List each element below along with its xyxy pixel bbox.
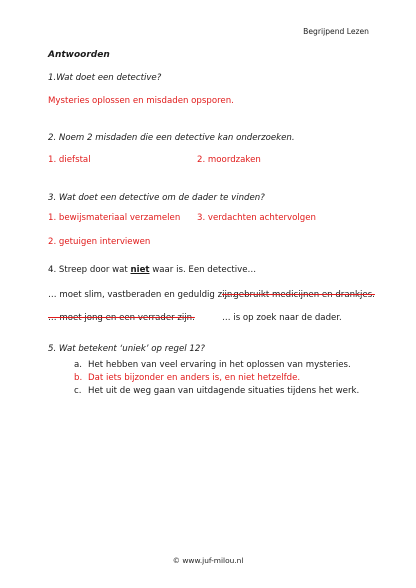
option-letter: b. xyxy=(74,373,83,383)
question-4 xyxy=(48,265,256,275)
question-2: 2. Noem 2 misdaden die een detective kan onderzoeken. xyxy=(48,133,295,143)
answer-2-2: 2. moordzaken xyxy=(197,155,261,165)
question-3: 3. Wat doet een detective om de dader te vinden? xyxy=(48,193,265,203)
option-b-correct xyxy=(74,373,300,383)
option-text: Dat iets bijzonder en anders is, en niet hetzelfde. xyxy=(88,373,301,383)
question-4-post: waar is. Een detective… xyxy=(149,265,257,275)
page-footer: © www.juf-milou.nl xyxy=(172,556,244,565)
page-header: Begrijpend Lezen xyxy=(303,27,369,36)
option-c xyxy=(74,386,359,396)
question-4-pre: 4. Streep door wat xyxy=(48,265,131,275)
page-title: Antwoorden xyxy=(48,50,110,60)
question-5: 5. Wat betekent ‘uniek’ op regel 12? xyxy=(48,344,205,354)
option-text: Het hebben van veel ervaring in het oplossen van mysteries. xyxy=(88,360,351,370)
option-letter: c. xyxy=(74,386,82,396)
answer-2-1: 1. diefstal xyxy=(48,155,91,165)
statement-item-struck: … moet jong en een verrader zijn. xyxy=(48,313,195,323)
option-letter: a. xyxy=(74,360,82,370)
question-4-emphasis: niet xyxy=(130,265,150,275)
statement-item: … moet slim, vastberaden en geduldig zijn. xyxy=(48,290,236,300)
answer-3-3: 3. verdachten achtervolgen xyxy=(197,213,316,223)
option-text: Het uit de weg gaan van uitdagende situaties tijdens het werk. xyxy=(88,386,360,396)
answer-1: Mysteries oplossen en misdaden opsporen. xyxy=(48,96,234,106)
statement-item-struck: … gebruikt medicijnen en drankjes. xyxy=(222,290,375,300)
answer-3-1: 1. bewijsmateriaal verzamelen xyxy=(48,213,181,223)
statement-item: … is op zoek naar de dader. xyxy=(222,313,342,323)
answer-3-2: 2. getuigen interviewen xyxy=(48,237,151,247)
question-1: 1.Wat doet een detective? xyxy=(48,73,162,83)
option-a xyxy=(74,360,351,370)
